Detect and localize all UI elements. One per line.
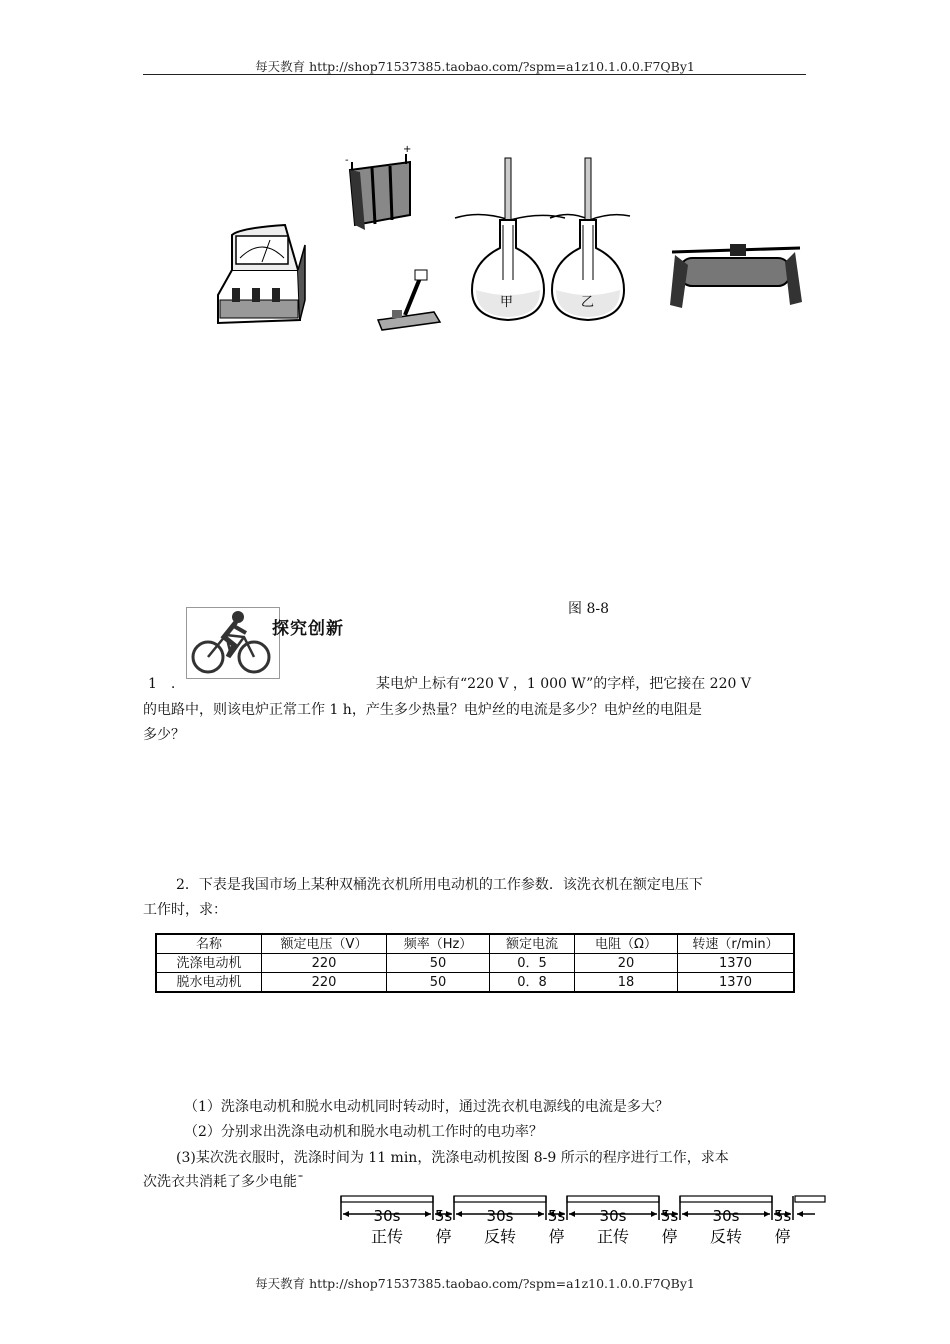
q2-sub2: （2）分别求出洗涤电动机和脱水电动机工作时的电功率？ [184,1124,543,1140]
ammeter-illustration [218,225,305,323]
q2-sub1: （1）洗涤电动机和脱水电动机同时转动时，通过洗衣机电源线的电流是多大？ [184,1099,669,1115]
running-bar [795,1196,825,1202]
flask-a-illustration [455,158,565,320]
running-bar [341,1196,433,1202]
arrow-head-right [425,1211,431,1217]
segment-label: 停 [774,1227,791,1246]
table-header: 名称 [156,934,262,954]
table-cell: 50 [387,973,490,993]
segment-time: 30s [712,1207,740,1225]
q1-line1: 某电炉上标有“220 V ，1 000 W”的字样，把它接在 220 V [376,676,751,692]
segment-time: 5s [547,1207,566,1225]
table-cell: 脱水电动机 [156,973,262,993]
wash-program-timeline [335,1190,840,1252]
motor-params-table [155,933,795,993]
running-bar [454,1196,546,1202]
segment-time: 30s [486,1207,514,1225]
q1-number: 1 . [148,676,176,692]
segment-label: 正传 [596,1227,630,1246]
flask-a-label: 甲 [500,295,514,310]
table-cell: 洗涤电动机 [156,954,262,973]
segment-label: 停 [661,1227,678,1246]
segment-label: 正传 [370,1227,404,1246]
figure-caption: 图 8-8 [568,601,609,617]
table-header-row [156,934,794,954]
segment-label: 停 [548,1227,565,1246]
q1-line3: 多少？ [143,727,185,743]
segment-time: 5s [773,1207,792,1225]
table-cell: 220 [262,973,387,993]
segment-time: 30s [373,1207,401,1225]
table-cell: 1370 [678,973,795,993]
table-cell: 0．5 [490,954,575,973]
q2-sub3-line1: (3)某次洗衣服时，洗涤时间为 11 min，洗涤电动机按图 8-9 所示的程序进行工作，求本 [176,1150,729,1166]
q2-sub3-line2: 次洗衣共消耗了多少电能ˉ [143,1174,304,1190]
table-cell: 50 [387,954,490,973]
arrow-head-left [682,1211,688,1217]
flask-b-illustration [550,158,630,320]
segment-time: 5s [434,1207,453,1225]
arrow-head-right [764,1211,770,1217]
apparatus-figure [210,140,820,340]
q2-line1: 2．下表是我国市场上某种双桶洗衣机所用电动机的工作参数．该洗衣机在额定电压下 [176,877,703,893]
switch-illustration [378,270,440,330]
table-header: 频率（Hz） [387,934,490,954]
page-footer: 每天教育 http://shop71537385.taobao.com/?spm=a1z10.1.0.0.F7QBy1 [255,1276,695,1291]
flask-b-label: 乙 [581,295,595,310]
q2-line2: 工作时，求： [143,902,227,918]
running-bar [567,1196,659,1202]
segment-label: 停 [435,1227,452,1246]
battery-plus-label: + [403,144,412,155]
table-cell: 220 [262,954,387,973]
arrow-head-left [343,1211,349,1217]
table-header: 额定电流 [490,934,575,954]
table-cell: 20 [575,954,678,973]
page-header: 每天教育 http://shop71537385.taobao.com/?spm=a1z10.1.0.0.F7QBy1 [255,59,695,74]
table-cell: 18 [575,973,678,993]
table-cell: 0．8 [490,973,575,993]
arrow-head-left [456,1211,462,1217]
table-cell: 1370 [678,954,795,973]
segment-time: 30s [599,1207,627,1225]
table-row [156,973,794,993]
battery-illustration [345,144,411,230]
battery-minus-label: - [345,155,349,166]
table-header: 额定电压（V） [262,934,387,954]
section-title: 探究创新 [272,619,344,639]
running-bar [680,1196,772,1202]
arrow-head-left [569,1211,575,1217]
arrow-head-right [538,1211,544,1217]
q1-line2: 的电路中，则该电炉正常工作 1 h，产生多少热量？电炉丝的电流是多少？电炉丝的电阻是 [143,702,702,718]
segment-time: 5s [660,1207,679,1225]
cyclist-icon [186,607,280,679]
segment-label: 反转 [483,1227,517,1246]
rheostat-illustration [670,244,802,308]
table-header: 转速（r/min） [678,934,795,954]
table-row [156,954,794,973]
segment-label: 反转 [709,1227,743,1246]
arrow-head-right [651,1211,657,1217]
table-header: 电阻（Ω） [575,934,678,954]
header-rule [143,74,806,75]
